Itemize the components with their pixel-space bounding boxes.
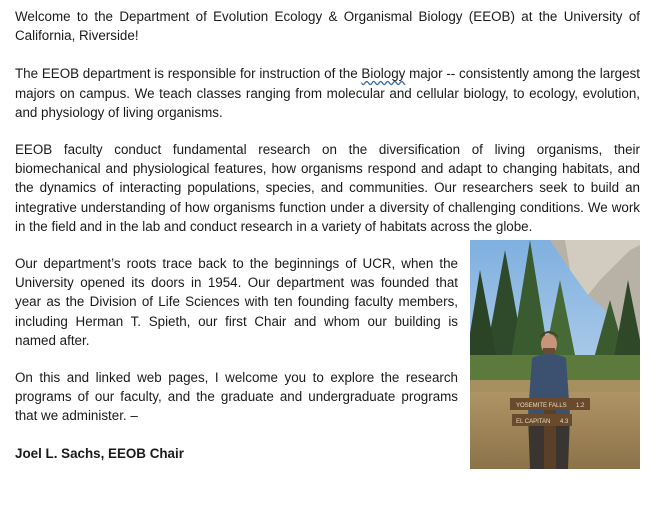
history-paragraph: Our department’s roots trace back to the beginnings of UCR, when the University opened its doors in 1954. Our department was founded that year as the Division of Life Sciences with ten founding faculty members, including Herman T. Spieth, our first Chair and whom our building is named after. [15,256,458,348]
biology-link[interactable]: Biology [361,66,406,82]
document-body [15,7,640,483]
sign-label-2: EL CAPITAN [516,419,551,426]
welcome-paragraph: Welcome to the Department of Evolution Ecology & Organismal Biology (EEOB) at the University of California, Riverside! [15,9,640,44]
sign-label-1: YOSEMITE FALLS [516,403,567,410]
chair-photo [470,240,640,469]
sign-distance-1: 1.2 [576,403,585,410]
research-paragraph: EEOB faculty conduct fundamental research on the diversification of living organisms, their biomechanical and physiological features, how organisms respond and adapt to changing habitats, and the dynamics of interacting populations, species, and communities. Our researchers seek to build an integrative understanding of how organisms function under a diversity of challenging conditions. We work in the field and in the lab and conduct research in a variety of habitats across the globe. [15,142,640,234]
instruction-paragraph [15,64,640,122]
instruction-text-end: major -- consistently among the largest majors on campus. We teach classes ranging from molecular and cellular biology, to ecology, evolution, and physiology of living organisms. [15,66,640,120]
signature: Joel L. Sachs, EEOB Chair [15,445,184,461]
welcome-closing-paragraph: On this and linked web pages, I welcome you to explore the research programs of our faculty, and the graduate and undergraduate programs that we administer. – [15,370,458,424]
instruction-text-start: The EEOB department is responsible for instruction of the [15,66,362,82]
sign-distance-2: 4.3 [560,419,569,426]
